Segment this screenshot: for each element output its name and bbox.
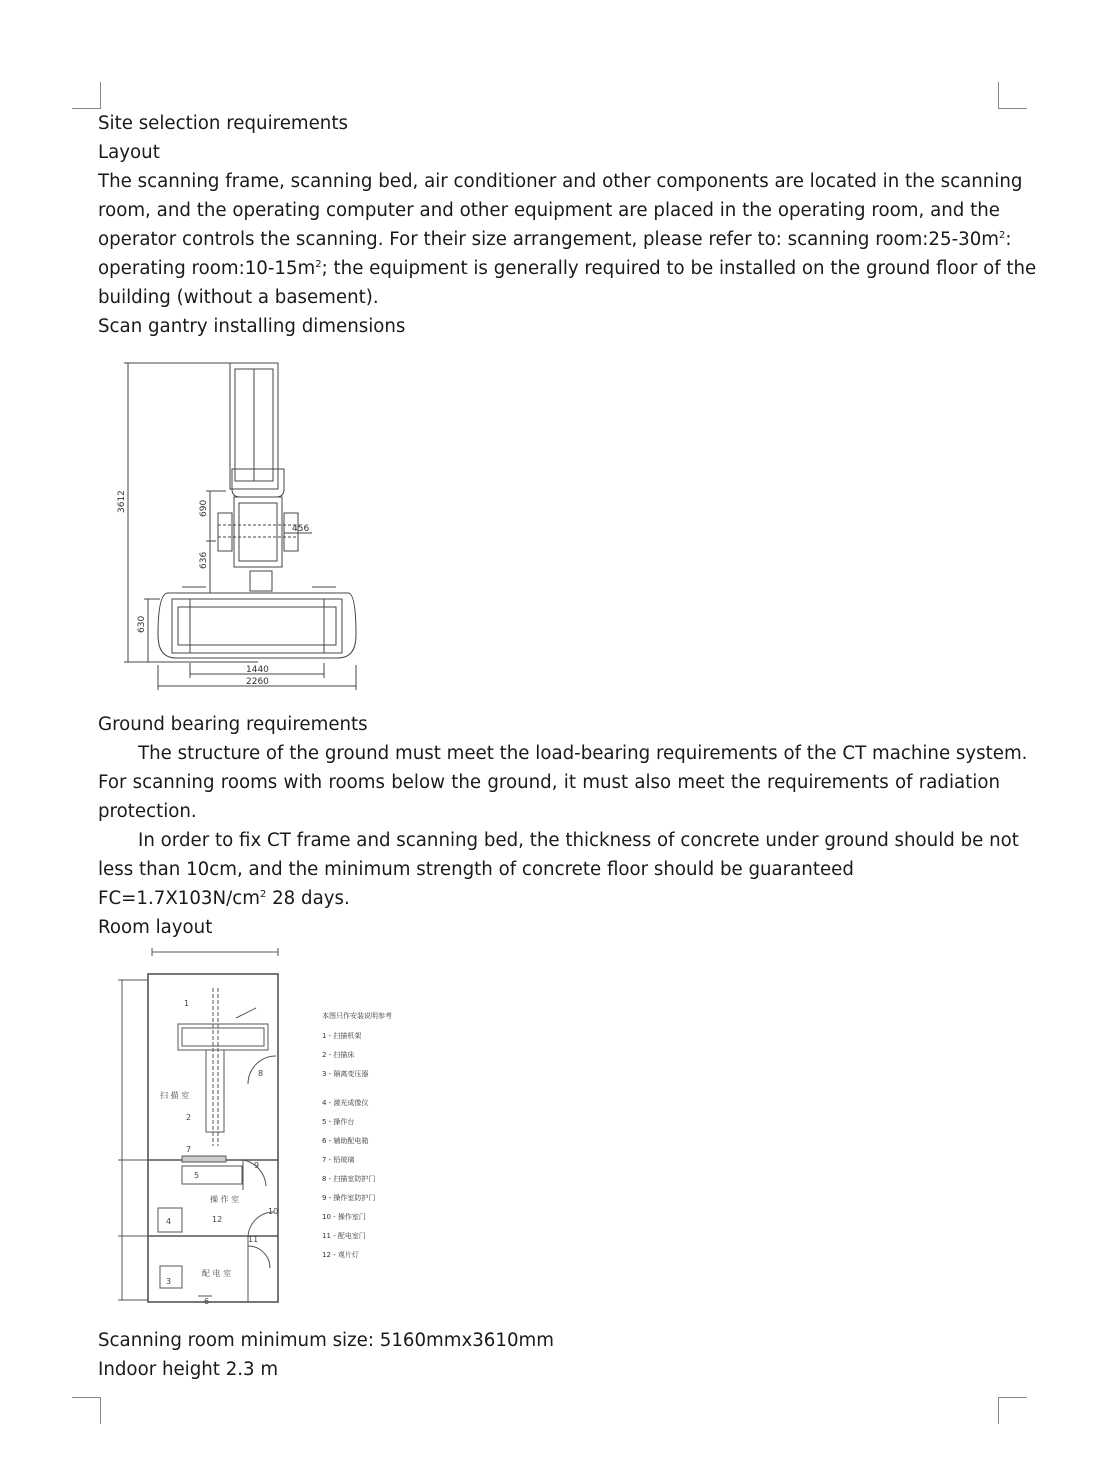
- legend-item: 1 - 扫描机架: [322, 1032, 362, 1040]
- heading-layout: Layout: [98, 142, 160, 163]
- marker-8: 8: [258, 1069, 264, 1078]
- heading-ground-bearing: Ground bearing requirements: [98, 714, 368, 735]
- ground-p2-line-3-end: 28 days.: [266, 888, 350, 909]
- indoor-height: Indoor height 2.3 m: [98, 1359, 279, 1380]
- legend-item: 7 - 铅玻璃: [322, 1156, 355, 1164]
- gantry-drawing-svg: [98, 345, 458, 710]
- marker-3: 3: [166, 1277, 172, 1286]
- heading-gantry-dimensions: Scan gantry installing dimensions: [98, 316, 406, 337]
- marker-12: 12: [212, 1215, 223, 1224]
- room-legend: [322, 1011, 392, 1259]
- layout-line-3-text: operator controls the scanning. For their size arrangement, please refer to: scanning room:25-30m: [98, 229, 999, 250]
- dim-total-length: 3612: [117, 490, 127, 513]
- room-label-scan: 扫 描 室: [160, 1091, 190, 1100]
- heading-room-layout: Room layout: [98, 917, 213, 938]
- dim-base-height: 630: [137, 615, 147, 633]
- marker-9: 9: [254, 1161, 260, 1170]
- marker-6: 6: [204, 1297, 210, 1306]
- ground-p1-line-2: For scanning rooms with rooms below the ground, it must also meet the requirements of radiation: [98, 772, 1000, 793]
- crop-mark-top-right: [998, 82, 1027, 109]
- ground-p2-line-3-text: FC=1.7X103N/cm: [98, 888, 260, 909]
- ground-p1-line-3: protection.: [98, 801, 197, 822]
- crop-mark-bottom-right: [998, 1397, 1027, 1424]
- document-body: [98, 109, 1037, 1384]
- layout-line-5: building (without a basement).: [98, 287, 379, 308]
- legend-item: 2 - 扫描床: [322, 1051, 355, 1059]
- heading-site-selection: Site selection requirements: [98, 113, 348, 134]
- legend-item: 9 - 操作室防护门: [322, 1194, 376, 1202]
- room-label-power: 配 电 室: [202, 1269, 232, 1278]
- ground-p2-line-1: In order to fix CT frame and scanning bed, the thickness of concrete under ground should be not: [138, 830, 1019, 851]
- marker-5: 5: [194, 1171, 200, 1180]
- layout-line-4: [98, 254, 1037, 283]
- layout-line-2: room, and the operating computer and other equipment are placed in the operating room, and the: [98, 200, 1000, 221]
- gantry-dimension-drawing: [98, 345, 1000, 710]
- crop-mark-bottom-left: [72, 1397, 101, 1424]
- layout-line-4-text: operating room:10-15m: [98, 258, 316, 279]
- layout-line-4-end: ; the equipment is generally required to be installed on the ground floor of the: [321, 258, 1037, 279]
- legend-title: 本图只作安装说明参考: [322, 1012, 392, 1020]
- dim-gantry-depth: 690: [199, 499, 209, 517]
- crop-mark-top-left: [72, 82, 101, 109]
- marker-2: 2: [186, 1113, 192, 1122]
- legend-item: 11 - 配电室门: [322, 1232, 366, 1240]
- scanning-room-min-size: Scanning room minimum size: 5160mmx3610mm: [98, 1330, 554, 1351]
- legend-item: 12 - 观片灯: [322, 1251, 359, 1259]
- ground-paragraph-1: [98, 739, 1028, 826]
- layout-paragraph: [98, 167, 1037, 312]
- legend-item: 4 - 激光成像仪: [322, 1099, 369, 1107]
- superscript: 2: [999, 229, 1006, 241]
- layout-line-1: The scanning frame, scanning bed, air conditioner and other components are located in the scanning: [98, 171, 1023, 192]
- marker-7: 7: [186, 1145, 192, 1154]
- superscript: 2: [259, 888, 267, 900]
- legend-item: 10 - 操作室门: [322, 1213, 366, 1221]
- room-label-operate: 操 作 室: [210, 1195, 240, 1204]
- marker-11: 11: [248, 1235, 259, 1244]
- dim-bed-width: 1440: [246, 665, 269, 675]
- room-plan-svg: [98, 946, 518, 1326]
- ground-paragraph-2: [98, 826, 1019, 913]
- dim-total-width: 2260: [246, 677, 269, 687]
- superscript: 2: [315, 258, 322, 270]
- marker-10: 10: [268, 1207, 279, 1216]
- layout-line-3-end: :: [1005, 229, 1012, 250]
- legend-item: 5 - 操作台: [322, 1118, 355, 1126]
- room-layout-plan: [98, 946, 1000, 1326]
- dim-side-width: 456: [292, 524, 310, 534]
- ground-p1-line-1: The structure of the ground must meet the load-bearing requirements of the CT machine system.: [138, 743, 1028, 764]
- legend-item: 3 - 隔离变压器: [322, 1070, 369, 1078]
- marker-4: 4: [166, 1217, 172, 1226]
- layout-line-3: [98, 225, 1012, 254]
- legend-item: 6 - 辅助配电箱: [322, 1137, 369, 1145]
- ground-p2-line-2: less than 10cm, and the minimum strength of concrete floor should be guaranteed: [98, 859, 854, 880]
- legend-item: 8 - 扫描室防护门: [322, 1175, 376, 1183]
- dim-bed-gap: 636: [199, 551, 209, 569]
- marker-1: 1: [184, 999, 190, 1008]
- ground-p2-line-3: [98, 884, 1000, 913]
